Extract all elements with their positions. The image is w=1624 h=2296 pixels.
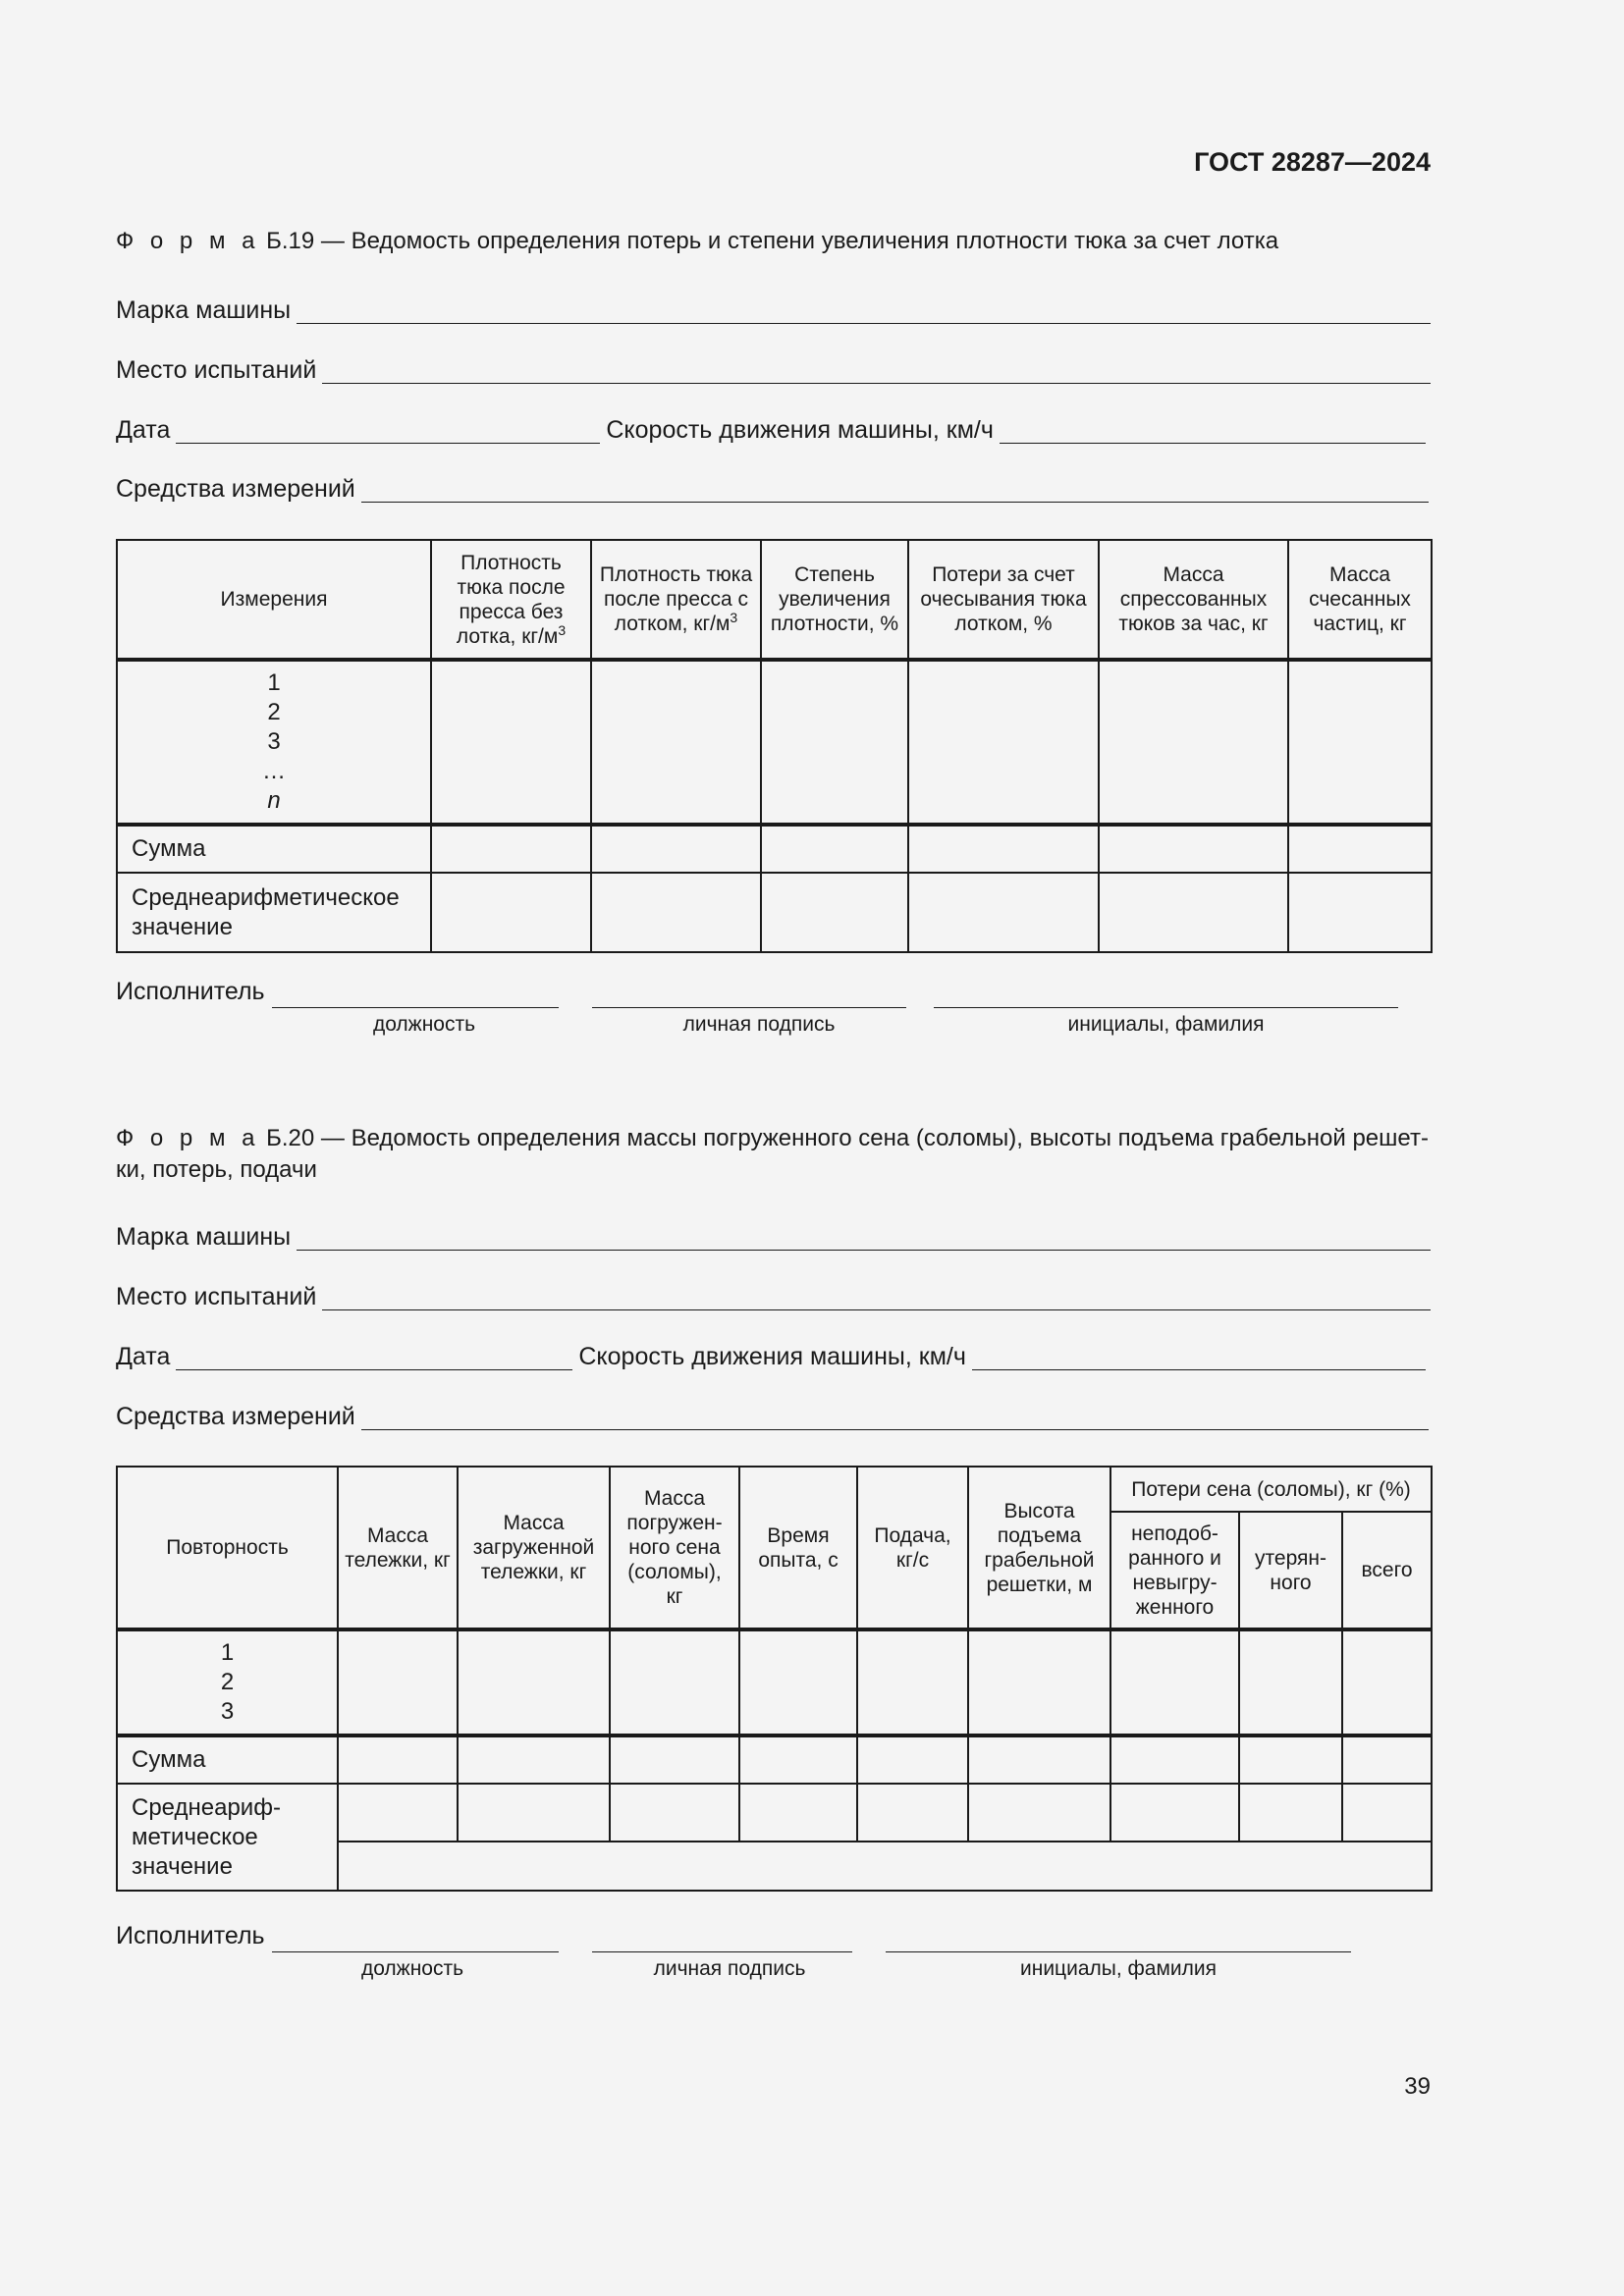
form20-executor-label: Исполнитель — [116, 1922, 265, 1949]
form19-signature-caption: личная подпись — [682, 1013, 836, 1036]
form20-header-feed: Подача, кг/с — [857, 1467, 968, 1629]
form19-sum-row — [117, 825, 1432, 873]
cell[interactable] — [338, 1735, 458, 1784]
form20-sum-label: Сумма — [117, 1735, 338, 1784]
form19-name-line[interactable] — [934, 982, 1398, 1008]
form19-header-density-without: Плотность тюка после пресса без лотка, $кг/м^3$ — [431, 540, 591, 660]
cell[interactable] — [431, 873, 591, 952]
form19-header-density-with: Плотность тюка после пресса с лотком, $кг/м^3$ — [591, 540, 761, 660]
form20-name-line[interactable] — [886, 1926, 1351, 1952]
form20-mean-row — [117, 1784, 1432, 1842]
form20-instruments-field[interactable] — [116, 1397, 1429, 1430]
cell[interactable] — [338, 1842, 1432, 1891]
cell[interactable] — [1342, 1735, 1432, 1784]
form19-header-density-increase: Степень увеличения плотности, % — [761, 540, 908, 660]
cell[interactable] — [610, 1629, 739, 1735]
form19-executor-label: Исполнитель — [116, 978, 265, 1005]
cell[interactable] — [591, 873, 761, 952]
form19-caption — [116, 226, 1432, 257]
cell[interactable] — [610, 1784, 739, 1842]
form19-mean-label: Среднеарифметическое значение — [117, 873, 431, 952]
form20-header-time: Время опыта, с — [739, 1467, 857, 1629]
form20-header-height: Высота подъема грабельной решетки, м — [968, 1467, 1110, 1629]
form19-header-mass-pressed: Масса спрессованных тюков за час, кг — [1099, 540, 1288, 660]
form19-date-speed-field[interactable] — [116, 410, 1426, 444]
form19-instruments-field[interactable] — [116, 469, 1429, 503]
form20-table — [116, 1466, 1433, 1892]
form20-position-line[interactable] — [272, 1926, 559, 1952]
form19-brand-field[interactable] — [116, 291, 1431, 324]
form19-title: Б.19 — Ведомость определения потерь и степени увеличения плотности тюка за счет лотка — [266, 228, 1279, 254]
cell[interactable] — [761, 873, 908, 952]
form19-header-measurements: Измерения — [117, 540, 431, 660]
row-number: 3 — [220, 1698, 235, 1725]
form19-row-numbers — [117, 660, 431, 825]
form20-speed-label: Скорость движения машины, км/ч — [578, 1343, 966, 1370]
cell[interactable] — [908, 825, 1099, 873]
form20-data-row — [117, 1629, 1432, 1735]
form19-data-row — [117, 660, 1432, 825]
cell[interactable] — [857, 1735, 968, 1784]
row-number: 1 — [267, 669, 281, 696]
form20-signature-line[interactable] — [592, 1926, 852, 1952]
cell[interactable] — [908, 660, 1099, 825]
standard-number: ГОСТ 28287—2024 — [1194, 147, 1431, 177]
cell[interactable] — [1099, 825, 1288, 873]
form19-position-line[interactable] — [272, 982, 559, 1008]
form20-sum-row — [117, 1735, 1432, 1784]
row-number: 1 — [220, 1639, 235, 1666]
form20-position-caption: должность — [360, 1957, 464, 1980]
form19-position-caption: должность — [372, 1013, 476, 1036]
form19-name-caption: инициалы, фамилия — [1067, 1013, 1265, 1036]
cell[interactable] — [908, 873, 1099, 952]
form20-mean-label: Среднеариф-метическое значение — [117, 1784, 338, 1891]
page-number: 39 — [1404, 2073, 1431, 2100]
form20-place-line[interactable] — [322, 1284, 1431, 1310]
form20-signature-caption: личная подпись — [653, 1957, 806, 1980]
cell[interactable] — [1342, 1629, 1432, 1735]
form20-name-caption: инициалы, фамилия — [1020, 1957, 1217, 1980]
cell[interactable] — [1099, 873, 1288, 952]
cell[interactable] — [761, 660, 908, 825]
row-number: … — [262, 758, 286, 784]
form19-header-row — [117, 540, 1432, 660]
cell[interactable] — [1342, 1784, 1432, 1842]
cell[interactable] — [1288, 660, 1432, 825]
form20-header-losses-total: всего — [1342, 1512, 1432, 1629]
cell[interactable] — [968, 1629, 1110, 1735]
form19-header-losses: Потери за счет очесывания тюка лотком, % — [908, 540, 1099, 660]
form19-instruments-label: Средства измерений — [116, 475, 355, 503]
cell[interactable] — [1110, 1784, 1239, 1842]
cell[interactable] — [610, 1735, 739, 1784]
form20-instruments-line[interactable] — [361, 1404, 1429, 1430]
form20-place-label: Место испытаний — [116, 1283, 317, 1310]
form20-date-speed-field[interactable] — [116, 1337, 1426, 1370]
cell[interactable] — [1239, 1735, 1342, 1784]
form20-date-label: Дата — [116, 1343, 171, 1370]
cell[interactable] — [1110, 1629, 1239, 1735]
form19-speed-label: Скорость движения машины, км/ч — [606, 416, 994, 444]
form20-place-field[interactable] — [116, 1277, 1431, 1310]
cell[interactable] — [857, 1784, 968, 1842]
form19-signature-line[interactable] — [592, 982, 906, 1008]
form20-header-hay-mass: Масса погружен-ного сена (соломы), кг — [610, 1467, 739, 1629]
form20-header-repetition: Повторность — [117, 1467, 338, 1629]
cell[interactable] — [431, 825, 591, 873]
cell[interactable] — [591, 825, 761, 873]
form20-header-row-1 — [117, 1467, 1432, 1512]
cell[interactable] — [968, 1784, 1110, 1842]
form19-date-label: Дата — [116, 416, 171, 444]
form19-place-field[interactable] — [116, 350, 1431, 384]
form20-header-losses-unpicked: неподоб-ранного и невыгру-женного — [1110, 1512, 1239, 1629]
cell[interactable] — [1288, 873, 1432, 952]
form19-place-line[interactable] — [322, 357, 1431, 384]
form20-speed-line[interactable] — [972, 1344, 1426, 1370]
form20-date-line[interactable] — [176, 1344, 572, 1370]
cell[interactable] — [739, 1784, 857, 1842]
form20-brand-line[interactable] — [297, 1224, 1431, 1251]
form20-caption — [116, 1123, 1432, 1186]
form19-speed-line[interactable] — [1000, 417, 1426, 444]
row-number: n — [267, 787, 281, 814]
form19-brand-line[interactable] — [297, 297, 1431, 324]
form20-row-numbers — [117, 1629, 338, 1735]
cell[interactable] — [1239, 1784, 1342, 1842]
form19-table — [116, 539, 1433, 953]
cell[interactable] — [338, 1784, 458, 1842]
cell[interactable] — [739, 1735, 857, 1784]
cell[interactable] — [458, 1735, 610, 1784]
form20-brand-field[interactable] — [116, 1217, 1431, 1251]
form19-place-label: Место испытаний — [116, 356, 317, 384]
form20-header-losses-lost: утерян-ного — [1239, 1512, 1342, 1629]
form19-instruments-line[interactable] — [361, 476, 1429, 503]
cell[interactable] — [739, 1629, 857, 1735]
row-number: 2 — [220, 1669, 235, 1695]
form20-header-cart-mass: Масса тележки, кг — [338, 1467, 458, 1629]
cell[interactable] — [458, 1784, 610, 1842]
form20-header-losses: Потери сена (соломы), кг (%) — [1110, 1467, 1432, 1512]
form20-prefix: Ф о р м а — [116, 1125, 260, 1151]
form20-brand-label: Марка машины — [116, 1223, 292, 1251]
cell[interactable] — [968, 1735, 1110, 1784]
row-number: 3 — [267, 728, 281, 755]
form19-header-mass-combed: Масса счесанных частиц, кг — [1288, 540, 1432, 660]
form20-instruments-label: Средства измерений — [116, 1403, 355, 1430]
form19-brand-label: Марка машины — [116, 296, 292, 324]
form19-sum-label: Сумма — [117, 825, 431, 873]
form19-mean-row — [117, 873, 1432, 952]
row-number: 2 — [267, 699, 281, 725]
cell[interactable] — [1099, 660, 1288, 825]
cell[interactable] — [338, 1629, 458, 1735]
cell[interactable] — [458, 1629, 610, 1735]
cell[interactable] — [431, 660, 591, 825]
cell[interactable] — [1288, 825, 1432, 873]
cell[interactable] — [591, 660, 761, 825]
cell[interactable] — [857, 1629, 968, 1735]
cell[interactable] — [761, 825, 908, 873]
form20-title: Б.20 — Ведомость определения массы погруженного сена (соломы), высоты подъема грабельной решет-ки, потерь, подачи — [116, 1125, 1429, 1183]
form19-prefix: Ф о р м а — [116, 228, 260, 254]
form19-date-line[interactable] — [176, 417, 600, 444]
cell[interactable] — [1239, 1629, 1342, 1735]
cell[interactable] — [1110, 1735, 1239, 1784]
form20-header-loaded-cart-mass: Масса загруженной тележки, кг — [458, 1467, 610, 1629]
